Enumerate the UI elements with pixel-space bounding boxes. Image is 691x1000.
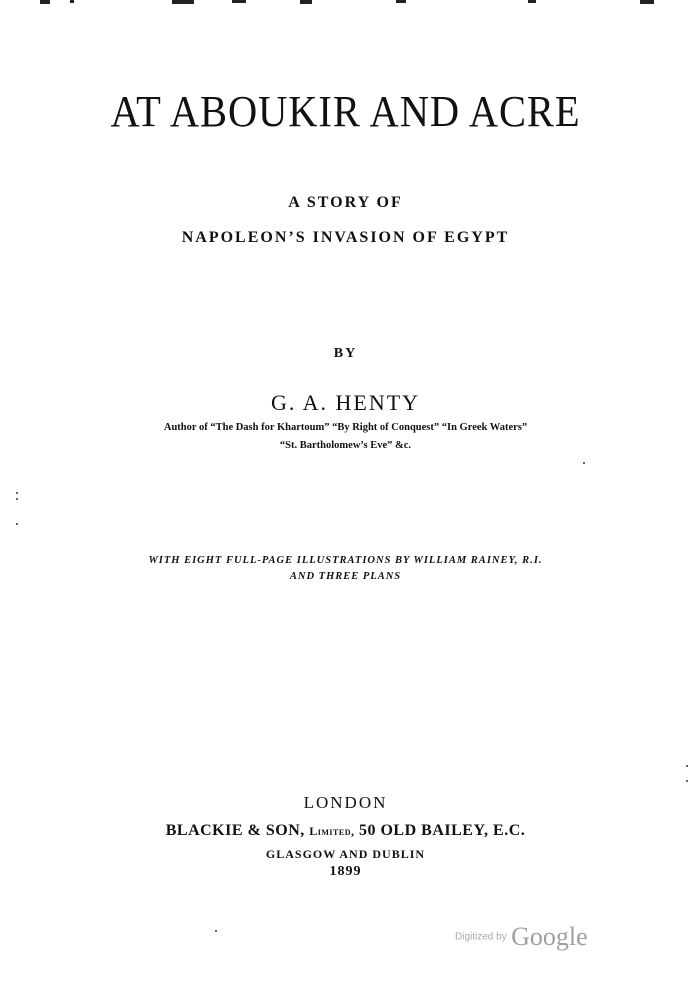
publisher-address: 50 OLD BAILEY, E.C.	[358, 822, 526, 839]
imprint-places: GLASGOW AND DUBLIN	[265, 847, 426, 861]
watermark-prefix: Digitized by	[455, 931, 507, 943]
subtitle-line-1: A STORY OF	[288, 194, 403, 211]
book-title: AT ABOUKIR AND ACRE	[110, 87, 581, 136]
scan-speck	[686, 765, 688, 767]
other-works-line-2: “St. Bartholomew’s Eve” &c.	[279, 440, 412, 451]
illustrations-line-1: WITH EIGHT FULL-PAGE ILLUSTRATIONS BY WILLIAM RAINEY, R.I.	[148, 555, 543, 566]
subtitle-line-2: NAPOLEON’S INVASION OF EGYPT	[181, 229, 510, 246]
scan-speck	[215, 930, 217, 932]
illustrations-line-2: AND THREE PLANS	[289, 571, 402, 582]
scan-top-edge-artifacts	[0, 0, 691, 8]
other-works-line-1: Author of “The Dash for Khartoum” “By Right of Conquest” “In Greek Waters”	[163, 422, 528, 433]
scan-speck	[583, 462, 585, 464]
by-label: BY	[333, 346, 358, 361]
imprint-year: 1899	[329, 864, 362, 879]
scan-speck	[686, 780, 688, 782]
scan-speck	[16, 498, 18, 500]
publisher-name: BLACKIE & SON,	[165, 822, 305, 839]
digitized-by-google-watermark	[455, 922, 588, 952]
imprint-publisher	[0, 822, 691, 840]
scan-speck	[16, 492, 18, 494]
author-name: G. A. HENTY	[270, 390, 421, 415]
publisher-limited: Limited,	[309, 824, 355, 838]
imprint-city: LONDON	[303, 793, 388, 812]
scan-speck	[16, 523, 18, 525]
google-logo: Google	[511, 922, 588, 951]
